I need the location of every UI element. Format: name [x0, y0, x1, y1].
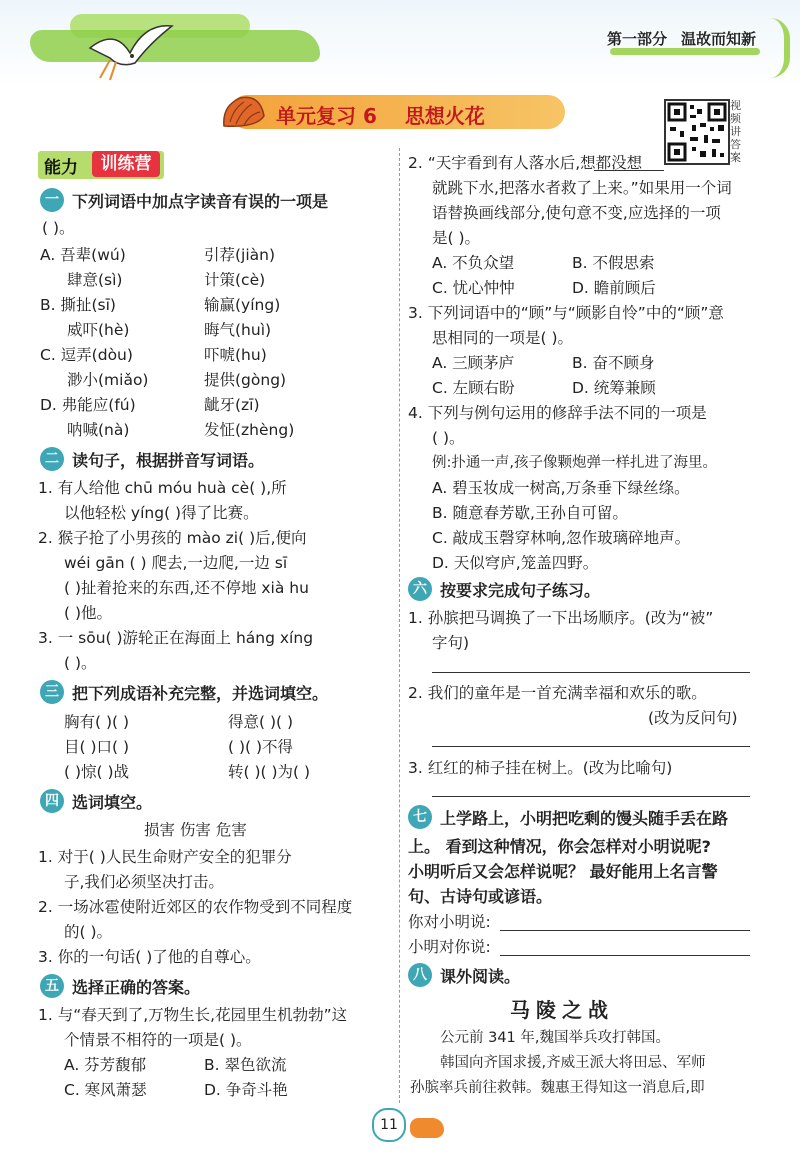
reading-paragraph: 韩国向齐国求援,齐威王派大将田忌、军师 — [440, 1055, 706, 1071]
q5-option-b: B. 翠色欲流 — [204, 1056, 287, 1074]
word-bank: 损害 伤害 危害 — [144, 821, 247, 839]
answer-line[interactable] — [432, 746, 750, 747]
seagull-icon — [80, 18, 180, 88]
option-a1: A. 吾辈(wú) — [40, 246, 126, 264]
q5-4-option-a: A. 碧玉妆成一树高,万条垂下绿丝绦。 — [432, 479, 690, 497]
q5-option-a: A. 芬芳馥郁 — [64, 1056, 147, 1074]
section-title: 按要求完成句子练习。 — [440, 580, 601, 600]
q2-line: 1. 有人给他 chū móu huà cè( ),所 — [38, 479, 287, 497]
q5-3-option-b: B. 奋不顾身 — [572, 354, 655, 372]
q5-2-line: 语替换画线部分,使句意不变,应选择的一项 — [432, 204, 721, 222]
q5-2-option-a: A. 不负众望 — [432, 254, 515, 272]
q5-line: 1. 与“春天到了,万物生长,花园里生机勃勃”这 — [38, 1006, 348, 1024]
submarine-icon — [410, 1118, 444, 1138]
section-number: 五 — [40, 974, 64, 998]
q5-2-option-d: D. 瞻前顾后 — [572, 279, 656, 297]
section-title: 上学路上，小明把吃剩的馒头随手丢在路 — [440, 808, 729, 828]
reading-paragraph: 公元前 341 年,魏国举兵攻打韩国。 — [440, 1030, 671, 1046]
idiom-blank[interactable]: 转( )( )为( ) — [228, 763, 311, 781]
q5-4-line: ( )。 — [432, 429, 465, 447]
q2-line: wéi gān ( ) 爬去,一边爬,一边 sī — [64, 554, 288, 572]
answer-blank[interactable]: ( )。 — [42, 219, 75, 237]
option-b1: B. 撕扯(sī) — [40, 296, 116, 314]
option-c1: C. 逗弄(dòu) — [40, 346, 133, 364]
shell-icon — [220, 92, 266, 132]
q5-2-line: 就跳下水,把落水者救了上来。”如果用一个词 — [432, 179, 732, 197]
q5-line: 个情景不相符的一项是( )。 — [64, 1031, 252, 1049]
answer-line[interactable] — [432, 796, 750, 797]
q4-line: 的( )。 — [64, 923, 113, 941]
header-underline — [610, 48, 760, 55]
section-number: 三 — [40, 680, 64, 704]
header-label — [607, 28, 756, 49]
q5-4-option-d: D. 天似穹庐,笼盖四野。 — [432, 554, 599, 572]
q6-line: 字句) — [432, 634, 470, 652]
section-title: 上。 看到这种情况，你会怎样对小明说呢? — [408, 837, 711, 856]
q5-4-option-b: B. 随意春芳歇,王孙自可留。 — [432, 504, 628, 522]
option-b4: 晦气(huì) — [204, 321, 272, 339]
section-7-header — [408, 806, 728, 828]
q2-line: 2. 猴子抢了小男孩的 mào zi( )后,便向 — [38, 529, 307, 547]
ming-says-label: 小明对你说: — [408, 938, 491, 956]
q4-line: 子,我们必须坚决打击。 — [64, 873, 224, 891]
section-8-header — [408, 964, 520, 986]
option-c2: 吓唬(hu) — [204, 346, 267, 364]
section-2-header — [40, 448, 264, 470]
column-divider — [399, 148, 400, 1103]
q5-2-option-b: B. 不假思索 — [572, 254, 655, 272]
idiom-blank[interactable]: ( )( )不得 — [228, 738, 294, 756]
option-c4: 提供(gòng) — [204, 371, 287, 389]
option-a3: 肆意(sì) — [67, 271, 123, 289]
q5-3-option-c: C. 左顾右盼 — [432, 379, 515, 397]
section-6-header — [408, 578, 600, 600]
q2-line: ( )扯着抢来的东西,还不停地 xià hu — [64, 579, 309, 597]
section-number: 六 — [408, 577, 432, 601]
q5-3-line: 思相同的一项是( )。 — [432, 329, 574, 347]
q5-4-example: 例:扑通一声,孩子像颗炮弹一样扎进了海里。 — [432, 455, 717, 471]
corner-decoration — [766, 18, 790, 78]
q5-4-option-c: C. 敲成玉磬穿林响,忽作玻璃碎地声。 — [432, 529, 691, 547]
q2-line: ( )。 — [64, 654, 97, 672]
reading-title: 马陵之战 — [510, 998, 614, 1022]
section-3-header — [40, 681, 328, 703]
section-title: 句、古诗句或谚语。 — [408, 887, 553, 906]
you-say-label: 你对小明说: — [408, 913, 491, 931]
section-title: 读句子，根据拼音写词语。 — [72, 450, 265, 470]
idiom-blank[interactable]: 目( )口( ) — [64, 738, 130, 756]
q5-2-line: 是( )。 — [432, 229, 481, 247]
q5-4-line: 4. 下列与例句运用的修辞手法不同的一项是 — [408, 404, 707, 422]
q2-line: 3. 一 sōu( )游轮正在海面上 háng xíng — [38, 629, 314, 647]
reading-paragraph: 孙膑率兵前往救韩。魏惠王得知这一消息后,即 — [410, 1080, 705, 1096]
option-d2: 龇牙(zī) — [204, 396, 260, 414]
option-b3: 威吓(hè) — [67, 321, 130, 339]
underline-mark — [594, 170, 664, 171]
answer-line[interactable] — [432, 672, 750, 673]
idiom-blank[interactable]: 胸有( )( ) — [64, 713, 130, 731]
q6-line: 1. 孙膑把马调换了一下出场顺序。(改为“被” — [408, 609, 714, 627]
idiom-blank[interactable]: ( )惊( )战 — [64, 763, 130, 781]
q5-3-option-d: D. 统筹兼顾 — [572, 379, 656, 397]
section-1-header — [40, 189, 328, 211]
q5-2-line: 2. “天宇看到有人落水后,想都没想 — [408, 154, 643, 172]
q5-option-c: C. 寒风萧瑟 — [64, 1081, 147, 1099]
q4-line: 1. 对于( )人民生命财产安全的犯罪分 — [38, 848, 292, 866]
unit-title-left: 单元复习 6 — [276, 104, 377, 128]
q6-line: 3. 红红的柿子挂在树上。(改为比喻句) — [408, 759, 673, 777]
option-b2: 输赢(yíng) — [204, 296, 281, 314]
ability-label: 能力 — [44, 158, 78, 178]
option-d3: 呐喊(nà) — [67, 421, 130, 439]
section-title: 小明听后又会怎样说呢？ 最好能用上名言警 — [408, 862, 718, 881]
theme-label: 温故而知新 — [680, 30, 756, 48]
qr-code-icon[interactable] — [664, 99, 730, 165]
option-c3: 渺小(miǎo) — [67, 371, 149, 389]
q6-line: (改为反问句) — [648, 709, 738, 727]
page-number: 11 — [372, 1108, 406, 1142]
q4-line: 3. 你的一句话( )了他的自尊心。 — [38, 948, 261, 966]
section-number: 八 — [408, 963, 432, 987]
section-number: 四 — [40, 789, 64, 813]
option-a4: 计策(cè) — [204, 271, 266, 289]
section-5-header — [40, 975, 200, 997]
section-title: 选词填空。 — [72, 792, 153, 812]
q2-line: 以他轻松 yíng( )得了比赛。 — [64, 504, 259, 522]
section-title: 课外阅读。 — [440, 966, 521, 986]
q5-2-option-c: C. 忧心忡忡 — [432, 279, 515, 297]
option-d1: D. 弗能应(fú) — [40, 396, 136, 414]
option-a2: 引荐(jiàn) — [204, 246, 276, 264]
section-4-header — [40, 790, 152, 812]
section-number: 二 — [40, 447, 64, 471]
unit-title-right: 思想火花 — [404, 104, 485, 128]
unit-title — [276, 100, 485, 129]
section-number: 七 — [408, 805, 432, 829]
q6-line: 2. 我们的童年是一首充满幸福和欢乐的歌。 — [408, 684, 707, 702]
option-d4: 发怔(zhèng) — [204, 421, 295, 439]
section-title: 下列词语中加点字读音有误的一项是 — [72, 191, 329, 211]
q5-option-d: D. 争奇斗艳 — [204, 1081, 288, 1099]
q5-3-line: 3. 下列词语中的“顾”与“顾影自怜”中的“顾”意 — [408, 304, 724, 322]
answer-line[interactable] — [500, 955, 750, 956]
part-label: 第一部分 — [606, 30, 667, 48]
q4-line: 2. 一场冰雹使附近郊区的农作物受到不同程度 — [38, 898, 353, 916]
idiom-blank[interactable]: 得意( )( ) — [228, 713, 294, 731]
q2-line: ( )他。 — [64, 604, 113, 622]
section-title: 把下列成语补充完整，并选词填空。 — [72, 683, 329, 703]
answer-line[interactable] — [500, 930, 750, 931]
section-number: 一 — [40, 188, 64, 212]
q5-3-option-a: A. 三顾茅庐 — [432, 354, 515, 372]
section-title: 选择正确的答案。 — [72, 977, 201, 997]
training-label: 训练营 — [92, 151, 160, 177]
qr-label: 视频讲答案 — [730, 99, 741, 164]
